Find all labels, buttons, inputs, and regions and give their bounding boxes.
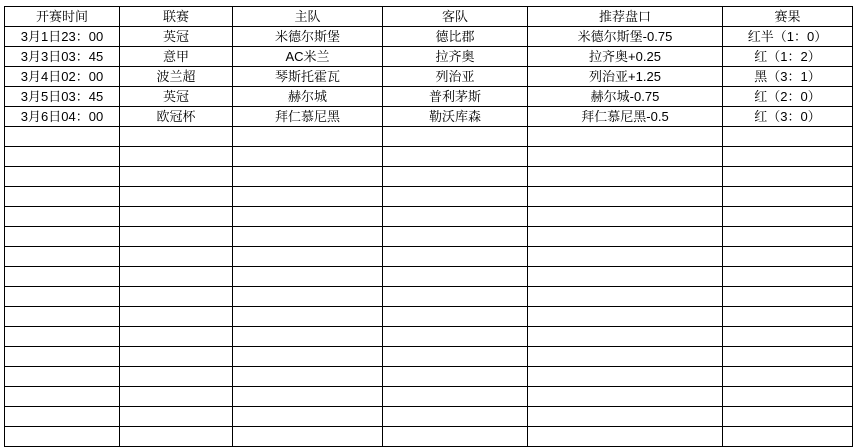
cell-empty[interactable] (5, 307, 120, 327)
empty-rows-body (5, 127, 853, 447)
cell-empty[interactable] (528, 427, 723, 447)
cell-away-team[interactable]: 德比郡 (383, 27, 528, 47)
table-row-empty[interactable] (5, 267, 853, 287)
cell-empty[interactable] (383, 227, 528, 247)
cell-empty[interactable] (723, 307, 853, 327)
cell-empty[interactable] (5, 327, 120, 347)
cell-empty[interactable] (383, 127, 528, 147)
cell-empty[interactable] (528, 287, 723, 307)
table-row[interactable] (5, 47, 853, 67)
column-header-league[interactable]: 联赛 (120, 7, 233, 27)
cell-empty[interactable] (383, 147, 528, 167)
cell-empty[interactable] (233, 407, 383, 427)
cell-empty[interactable] (528, 327, 723, 347)
cell-empty[interactable] (528, 387, 723, 407)
cell-empty[interactable] (383, 207, 528, 227)
cell-empty[interactable] (120, 147, 233, 167)
cell-empty[interactable] (528, 167, 723, 187)
cell-time[interactable]: 3月6日04：00 (5, 107, 120, 127)
cell-empty[interactable] (233, 387, 383, 407)
cell-time[interactable]: 3月3日03：45 (5, 47, 120, 67)
cell-empty[interactable] (233, 287, 383, 307)
cell-empty[interactable] (528, 347, 723, 367)
cell-empty[interactable] (5, 287, 120, 307)
cell-recommended-line[interactable]: 拉齐奥+0.25 (528, 47, 723, 67)
cell-empty[interactable] (383, 187, 528, 207)
table-row-empty[interactable] (5, 287, 853, 307)
cell-league[interactable]: 欧冠杯 (120, 107, 233, 127)
cell-result[interactable]: 黑（3：1） (723, 67, 853, 87)
cell-empty[interactable] (383, 327, 528, 347)
cell-league[interactable]: 意甲 (120, 47, 233, 67)
cell-empty[interactable] (383, 367, 528, 387)
cell-empty[interactable] (528, 267, 723, 287)
column-header-recommended-line[interactable]: 推荐盘口 (528, 7, 723, 27)
cell-empty[interactable] (5, 387, 120, 407)
column-header-away-team[interactable]: 客队 (383, 7, 528, 27)
cell-empty[interactable] (120, 187, 233, 207)
table-row-empty[interactable] (5, 427, 853, 447)
spreadsheet-area (4, 6, 828, 447)
cell-empty[interactable] (723, 407, 853, 427)
cell-result[interactable]: 红（3：0） (723, 107, 853, 127)
cell-empty[interactable] (233, 207, 383, 227)
cell-empty[interactable] (383, 247, 528, 267)
cell-league[interactable]: 英冠 (120, 87, 233, 107)
cell-empty[interactable] (383, 407, 528, 427)
cell-empty[interactable] (723, 427, 853, 447)
cell-empty[interactable] (528, 207, 723, 227)
cell-empty[interactable] (723, 267, 853, 287)
cell-empty[interactable] (723, 147, 853, 167)
table-row[interactable] (5, 27, 853, 47)
table-row-empty[interactable] (5, 247, 853, 267)
cell-empty[interactable] (233, 247, 383, 267)
cell-empty[interactable] (233, 267, 383, 287)
cell-empty[interactable] (383, 347, 528, 367)
cell-empty[interactable] (120, 247, 233, 267)
cell-empty[interactable] (233, 187, 383, 207)
column-header-result[interactable]: 赛果 (723, 7, 853, 27)
table-row-empty[interactable] (5, 327, 853, 347)
cell-recommended-line[interactable]: 赫尔城-0.75 (528, 87, 723, 107)
cell-empty[interactable] (5, 267, 120, 287)
cell-home-team[interactable]: 拜仁慕尼黑 (233, 107, 383, 127)
cell-result[interactable]: 红（1：2） (723, 47, 853, 67)
cell-recommended-line[interactable]: 米德尔斯堡-0.75 (528, 27, 723, 47)
header-row (5, 7, 853, 27)
cell-time[interactable]: 3月5日03：45 (5, 87, 120, 107)
table-body (5, 27, 853, 127)
cell-recommended-line[interactable]: 拜仁慕尼黑-0.5 (528, 107, 723, 127)
table-row[interactable] (5, 87, 853, 107)
cell-empty[interactable] (233, 427, 383, 447)
cell-home-team[interactable]: 赫尔城 (233, 87, 383, 107)
cell-league[interactable]: 波兰超 (120, 67, 233, 87)
table-row-empty[interactable] (5, 187, 853, 207)
cell-empty[interactable] (233, 367, 383, 387)
cell-empty[interactable] (233, 167, 383, 187)
cell-empty[interactable] (5, 167, 120, 187)
results-table (4, 6, 853, 447)
table-row-empty[interactable] (5, 127, 853, 147)
cell-result[interactable]: 红（2：0） (723, 87, 853, 107)
cell-away-team[interactable]: 拉齐奥 (383, 47, 528, 67)
cell-empty[interactable] (723, 207, 853, 227)
cell-away-team[interactable]: 列治亚 (383, 67, 528, 87)
cell-empty[interactable] (5, 427, 120, 447)
column-header-time[interactable]: 开赛时间 (5, 7, 120, 27)
cell-empty[interactable] (5, 127, 120, 147)
cell-empty[interactable] (120, 227, 233, 247)
cell-time[interactable]: 3月1日23：00 (5, 27, 120, 47)
table-row-empty[interactable] (5, 307, 853, 327)
cell-empty[interactable] (383, 427, 528, 447)
table-row-empty[interactable] (5, 347, 853, 367)
table-row[interactable] (5, 107, 853, 127)
cell-away-team[interactable]: 勒沃库森 (383, 107, 528, 127)
cell-empty[interactable] (233, 227, 383, 247)
cell-empty[interactable] (528, 307, 723, 327)
cell-empty[interactable] (383, 267, 528, 287)
cell-empty[interactable] (5, 227, 120, 247)
table-row-empty[interactable] (5, 147, 853, 167)
cell-empty[interactable] (528, 147, 723, 167)
cell-empty[interactable] (233, 327, 383, 347)
cell-result[interactable]: 红半（1：0） (723, 27, 853, 47)
cell-empty[interactable] (120, 167, 233, 187)
cell-empty[interactable] (723, 387, 853, 407)
cell-empty[interactable] (723, 327, 853, 347)
cell-empty[interactable] (528, 247, 723, 267)
cell-recommended-line[interactable]: 列治亚+1.25 (528, 67, 723, 87)
cell-empty[interactable] (5, 147, 120, 167)
cell-empty[interactable] (233, 127, 383, 147)
cell-empty[interactable] (383, 387, 528, 407)
cell-empty[interactable] (723, 187, 853, 207)
cell-empty[interactable] (723, 287, 853, 307)
cell-empty[interactable] (120, 307, 233, 327)
cell-empty[interactable] (5, 207, 120, 227)
cell-empty[interactable] (528, 407, 723, 427)
cell-league[interactable]: 英冠 (120, 27, 233, 47)
table-row-empty[interactable] (5, 207, 853, 227)
cell-empty[interactable] (528, 227, 723, 247)
cell-empty[interactable] (528, 187, 723, 207)
table-header (5, 7, 853, 27)
cell-empty[interactable] (233, 347, 383, 367)
cell-home-team[interactable]: 琴斯托霍瓦 (233, 67, 383, 87)
cell-empty[interactable] (723, 367, 853, 387)
cell-empty[interactable] (120, 387, 233, 407)
cell-empty[interactable] (120, 207, 233, 227)
table-row-empty[interactable] (5, 407, 853, 427)
cell-empty[interactable] (5, 187, 120, 207)
cell-empty[interactable] (5, 367, 120, 387)
cell-empty[interactable] (120, 367, 233, 387)
cell-empty[interactable] (120, 427, 233, 447)
cell-empty[interactable] (383, 287, 528, 307)
cell-empty[interactable] (723, 227, 853, 247)
cell-empty[interactable] (5, 407, 120, 427)
column-header-home-team[interactable]: 主队 (233, 7, 383, 27)
cell-empty[interactable] (120, 347, 233, 367)
cell-empty[interactable] (120, 327, 233, 347)
cell-away-team[interactable]: 普利茅斯 (383, 87, 528, 107)
cell-empty[interactable] (723, 127, 853, 147)
cell-empty[interactable] (383, 307, 528, 327)
cell-empty[interactable] (383, 167, 528, 187)
cell-empty[interactable] (120, 407, 233, 427)
cell-empty[interactable] (528, 127, 723, 147)
cell-empty[interactable] (233, 147, 383, 167)
table-row-empty[interactable] (5, 167, 853, 187)
table-row-empty[interactable] (5, 387, 853, 407)
cell-empty[interactable] (723, 247, 853, 267)
table-row-empty[interactable] (5, 227, 853, 247)
cell-empty[interactable] (120, 267, 233, 287)
cell-home-team[interactable]: 米德尔斯堡 (233, 27, 383, 47)
cell-empty[interactable] (528, 367, 723, 387)
cell-time[interactable]: 3月4日02：00 (5, 67, 120, 87)
cell-empty[interactable] (120, 287, 233, 307)
cell-empty[interactable] (723, 347, 853, 367)
cell-empty[interactable] (723, 167, 853, 187)
table-row[interactable] (5, 67, 853, 87)
cell-empty[interactable] (120, 127, 233, 147)
cell-home-team[interactable]: AC米兰 (233, 47, 383, 67)
cell-empty[interactable] (5, 347, 120, 367)
table-row-empty[interactable] (5, 367, 853, 387)
cell-empty[interactable] (5, 247, 120, 267)
cell-empty[interactable] (233, 307, 383, 327)
